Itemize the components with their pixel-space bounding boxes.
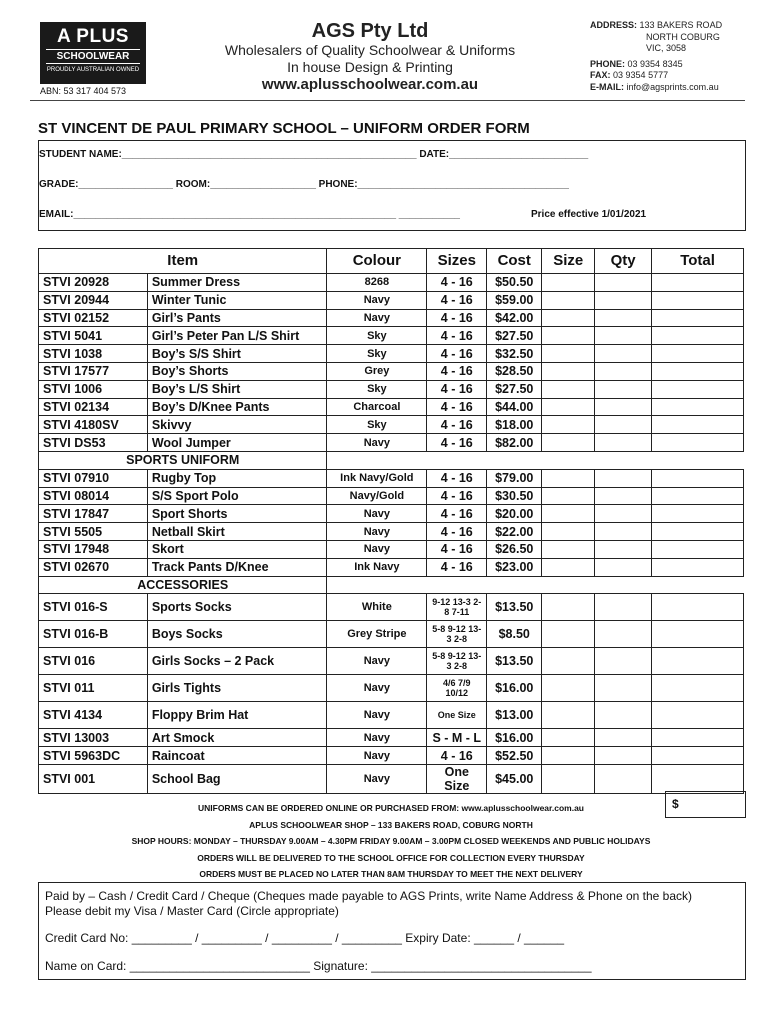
qty-input-cell[interactable]	[595, 558, 652, 576]
size-input-cell[interactable]	[542, 416, 595, 434]
item-colour: 8268	[327, 274, 427, 292]
total-cell[interactable]	[652, 398, 744, 416]
item-code: STVI 17948	[39, 540, 148, 558]
item-name: S/S Sport Polo	[147, 487, 327, 505]
abn: ABN: 53 317 404 573	[40, 86, 127, 96]
item-name: School Bag	[147, 764, 327, 793]
total-cell[interactable]	[652, 309, 744, 327]
table-row	[39, 747, 744, 765]
total-cell[interactable]	[652, 487, 744, 505]
item-sizes: 4 - 16	[427, 505, 487, 523]
total-cell[interactable]	[652, 523, 744, 541]
qty-input-cell[interactable]	[595, 764, 652, 793]
item-name: Boy’s S/S Shirt	[147, 345, 327, 363]
item-code: STVI 016	[39, 648, 148, 675]
item-colour: Sky	[327, 345, 427, 363]
qty-input-cell[interactable]	[595, 702, 652, 729]
item-cost: $20.00	[487, 505, 542, 523]
email-value[interactable]: info@agsprints.com.au	[626, 81, 719, 92]
qty-input-cell[interactable]	[595, 505, 652, 523]
item-cost: $27.50	[487, 380, 542, 398]
email-label: E-MAIL:	[590, 81, 624, 92]
logo-subtext: SCHOOLWEAR	[46, 49, 140, 64]
size-input-cell[interactable]	[542, 327, 595, 345]
tagline-1: Wholesalers of Quality Schoolwear & Uniforms	[224, 42, 516, 58]
size-input-cell[interactable]	[542, 764, 595, 793]
table-row	[39, 309, 744, 327]
item-name: Winter Tunic	[147, 291, 327, 309]
item-colour: Navy	[327, 309, 427, 327]
item-cost: $59.00	[487, 291, 542, 309]
qty-input-cell[interactable]	[595, 398, 652, 416]
table-row	[39, 345, 744, 363]
header-size: Size	[542, 249, 595, 274]
item-colour: Sky	[327, 380, 427, 398]
item-name: Wool Jumper	[147, 434, 327, 452]
divider	[30, 100, 745, 101]
item-sizes: 4 - 16	[427, 345, 487, 363]
size-input-cell[interactable]	[542, 523, 595, 541]
table-row	[39, 594, 744, 621]
total-cell[interactable]	[652, 416, 744, 434]
item-sizes: 4/6 7/9 10/12	[427, 675, 487, 702]
item-colour: Grey	[327, 362, 427, 380]
item-sizes: 4 - 16	[427, 380, 487, 398]
section-sports-uniform: SPORTS UNIFORM	[39, 451, 327, 469]
qty-input-cell[interactable]	[595, 523, 652, 541]
size-input-cell[interactable]	[542, 621, 595, 648]
price-effective: Price effective 1/01/2021	[531, 209, 647, 220]
table-row	[39, 274, 744, 292]
item-code: STVI 20928	[39, 274, 148, 292]
item-name: Boy’s Shorts	[147, 362, 327, 380]
table-row	[39, 380, 744, 398]
section-accessories: ACCESSORIES	[39, 576, 327, 594]
item-colour: Sky	[327, 416, 427, 434]
logo-text: A PLUS	[57, 26, 129, 47]
item-cost: $42.00	[487, 309, 542, 327]
item-colour: Navy/Gold	[327, 487, 427, 505]
item-cost: $23.00	[487, 558, 542, 576]
table-row	[39, 558, 744, 576]
address-line: NORTH COBURG	[646, 31, 720, 42]
item-sizes: 4 - 16	[427, 469, 487, 487]
item-name: Art Smock	[147, 729, 327, 747]
item-cost: $8.50	[487, 621, 542, 648]
order-table	[38, 248, 744, 794]
footer-order-online: UNIFORMS CAN BE ORDERED ONLINE OR PURCHASED FROM: www.aplusschoolwear.com.au	[197, 803, 584, 813]
item-colour: Navy	[327, 702, 427, 729]
total-cell[interactable]	[652, 621, 744, 648]
item-code: STVI 011	[39, 675, 148, 702]
item-cost: $30.50	[487, 487, 542, 505]
item-colour: Charcoal	[327, 398, 427, 416]
item-sizes: 4 - 16	[427, 398, 487, 416]
table-row	[39, 648, 744, 675]
payment-box	[38, 882, 746, 980]
item-cost: $22.00	[487, 523, 542, 541]
form-title: ST VINCENT DE PAUL PRIMARY SCHOOL – UNIFORM ORDER FORM	[38, 120, 530, 137]
item-colour: Navy	[327, 675, 427, 702]
table-row	[39, 469, 744, 487]
size-input-cell[interactable]	[542, 274, 595, 292]
size-input-cell[interactable]	[542, 675, 595, 702]
size-input-cell[interactable]	[542, 540, 595, 558]
item-name: Girl’s Peter Pan L/S Shirt	[147, 327, 327, 345]
table-row	[39, 764, 744, 793]
item-sizes: 4 - 16	[427, 274, 487, 292]
qty-input-cell[interactable]	[595, 729, 652, 747]
item-name: Sport Shorts	[147, 505, 327, 523]
header-item: Item	[39, 249, 327, 274]
address-line: 133 BAKERS ROAD	[639, 20, 723, 30]
item-code: STVI 17847	[39, 505, 148, 523]
item-name: Girls Socks – 2 Pack	[147, 648, 327, 675]
contact-block	[590, 20, 722, 93]
size-input-cell[interactable]	[542, 309, 595, 327]
item-code: STVI 001	[39, 764, 148, 793]
item-name: Floppy Brim Hat	[147, 702, 327, 729]
table-row	[39, 523, 744, 541]
size-input-cell[interactable]	[542, 380, 595, 398]
website-link[interactable]: www.aplusschoolwear.com.au	[261, 76, 479, 93]
qty-input-cell[interactable]	[595, 469, 652, 487]
item-colour: Ink Navy/Gold	[327, 469, 427, 487]
qty-input-cell[interactable]	[595, 747, 652, 765]
payment-method: Paid by – Cash / Credit Card / Cheque (Cheques made payable to AGS Prints, write Name Address & Phone on the back)	[45, 889, 693, 903]
section-row	[39, 576, 744, 594]
item-sizes: One Size	[427, 702, 487, 729]
item-sizes: 5-8 9-12 13-3 2-8	[427, 621, 487, 648]
item-cost: $18.00	[487, 416, 542, 434]
qty-input-cell[interactable]	[595, 327, 652, 345]
qty-input-cell[interactable]	[595, 434, 652, 452]
student-name-field[interactable]: STUDENT NAME:_____________________________________________________ DATE:_________________________	[39, 149, 589, 160]
total-symbol: $	[672, 797, 679, 811]
qty-input-cell[interactable]	[595, 362, 652, 380]
section-row	[39, 451, 744, 469]
item-name: Sports Socks	[147, 594, 327, 621]
item-colour: Grey Stripe	[327, 621, 427, 648]
item-sizes: 4 - 16	[427, 416, 487, 434]
total-cell[interactable]	[652, 505, 744, 523]
item-cost: $32.50	[487, 345, 542, 363]
item-colour: Navy	[327, 764, 427, 793]
total-cell[interactable]	[652, 345, 744, 363]
total-cell[interactable]	[652, 648, 744, 675]
item-name: Boy’s L/S Shirt	[147, 380, 327, 398]
item-colour: Navy	[327, 747, 427, 765]
item-code: STVI 5505	[39, 523, 148, 541]
qty-input-cell[interactable]	[595, 345, 652, 363]
payment-card-type: Please debit my Visa / Master Card (Circle appropriate)	[45, 904, 339, 918]
item-sizes: One Size	[427, 764, 487, 793]
table-row	[39, 540, 744, 558]
item-name: Boy’s D/Knee Pants	[147, 398, 327, 416]
total-cell[interactable]	[652, 362, 744, 380]
item-sizes: 4 - 16	[427, 434, 487, 452]
footer-notes	[38, 800, 744, 883]
item-cost: $16.00	[487, 729, 542, 747]
student-info-box	[38, 140, 746, 231]
item-colour: Sky	[327, 327, 427, 345]
total-cell[interactable]	[652, 702, 744, 729]
item-sizes: S - M - L	[427, 729, 487, 747]
item-code: STVI 016-B	[39, 621, 148, 648]
size-input-cell[interactable]	[542, 434, 595, 452]
item-code: STVI 20944	[39, 291, 148, 309]
total-cell[interactable]	[652, 764, 744, 793]
item-colour: Navy	[327, 434, 427, 452]
phone-label: PHONE:	[590, 58, 626, 69]
size-input-cell[interactable]	[542, 648, 595, 675]
item-sizes: 4 - 16	[427, 309, 487, 327]
qty-input-cell[interactable]	[595, 380, 652, 398]
item-cost: $79.00	[487, 469, 542, 487]
total-cell[interactable]	[652, 469, 744, 487]
qty-input-cell[interactable]	[595, 594, 652, 621]
item-colour: Navy	[327, 291, 427, 309]
table-row	[39, 362, 744, 380]
header-qty: Qty	[595, 249, 652, 274]
item-colour: Navy	[327, 729, 427, 747]
logo-tagline: PROUDLY AUSTRALIAN OWNED	[46, 67, 140, 73]
qty-input-cell[interactable]	[595, 540, 652, 558]
item-cost: $16.00	[487, 675, 542, 702]
item-name: Boys Socks	[147, 621, 327, 648]
total-cell[interactable]	[652, 558, 744, 576]
aplus-logo	[40, 22, 146, 84]
qty-input-cell[interactable]	[595, 621, 652, 648]
item-cost: $45.00	[487, 764, 542, 793]
item-cost: $44.00	[487, 398, 542, 416]
company-name: AGS Pty Ltd	[311, 20, 429, 42]
credit-card-field[interactable]: Credit Card No: _________ / _________ / _________ / _________ Expiry Date: ______ / ______	[45, 931, 565, 945]
total-cell[interactable]	[652, 675, 744, 702]
total-cell[interactable]	[652, 291, 744, 309]
table-row	[39, 434, 744, 452]
item-sizes: 9-12 13-3 2-8 7-11	[427, 594, 487, 621]
footer-deadline: ORDERS MUST BE PLACED NO LATER THAN 8AM THURSDAY TO MEET THE NEXT DELIVERY	[199, 869, 583, 879]
total-cell[interactable]	[652, 434, 744, 452]
phone-value: 03 9354 8345	[627, 58, 683, 69]
size-input-cell[interactable]	[542, 594, 595, 621]
size-input-cell[interactable]	[542, 729, 595, 747]
item-code: STVI 02134	[39, 398, 148, 416]
total-cell[interactable]	[652, 594, 744, 621]
qty-input-cell[interactable]	[595, 274, 652, 292]
header-cost: Cost	[487, 249, 542, 274]
size-input-cell[interactable]	[542, 398, 595, 416]
item-name: Skort	[147, 540, 327, 558]
item-name: Rugby Top	[147, 469, 327, 487]
qty-input-cell[interactable]	[595, 416, 652, 434]
item-code: STVI 07910	[39, 469, 148, 487]
total-cell[interactable]	[652, 327, 744, 345]
item-sizes: 4 - 16	[427, 747, 487, 765]
footer-shop-hours: SHOP HOURS: MONDAY – THURSDAY 9.00AM – 4.30PM FRIDAY 9.00AM – 3.00PM CLOSED WEEKENDS AND PUBLIC HOLIDAYS	[131, 836, 651, 846]
item-sizes: 4 - 16	[427, 291, 487, 309]
size-input-cell[interactable]	[542, 469, 595, 487]
item-code: STVI 13003	[39, 729, 148, 747]
tagline-2: In house Design & Printing	[287, 59, 453, 75]
item-sizes: 4 - 16	[427, 523, 487, 541]
size-input-cell[interactable]	[542, 702, 595, 729]
company-block	[200, 20, 540, 94]
item-sizes: 4 - 16	[427, 362, 487, 380]
total-cell[interactable]	[652, 747, 744, 765]
item-code: STVI 4180SV	[39, 416, 148, 434]
item-code: STVI 17577	[39, 362, 148, 380]
qty-input-cell[interactable]	[595, 309, 652, 327]
fax-label: FAX:	[590, 70, 611, 80]
item-cost: $52.50	[487, 747, 542, 765]
item-name: Girl’s Pants	[147, 309, 327, 327]
item-cost: $82.00	[487, 434, 542, 452]
item-code: STVI 02670	[39, 558, 148, 576]
qty-input-cell[interactable]	[595, 675, 652, 702]
item-colour: Navy	[327, 540, 427, 558]
item-cost: $50.50	[487, 274, 542, 292]
footer-delivery: ORDERS WILL BE DELIVERED TO THE SCHOOL OFFICE FOR COLLECTION EVERY THURSDAY	[197, 852, 585, 863]
item-colour: Navy	[327, 505, 427, 523]
item-code: STVI 1006	[39, 380, 148, 398]
letterhead	[30, 12, 745, 100]
name-signature-field[interactable]: Name on Card: ___________________________ Signature: _________________________________	[45, 959, 592, 973]
size-input-cell[interactable]	[542, 362, 595, 380]
table-row	[39, 702, 744, 729]
item-code: STVI 5041	[39, 327, 148, 345]
address-label: ADDRESS:	[590, 20, 638, 30]
item-name: Summer Dress	[147, 274, 327, 292]
total-cell[interactable]	[652, 540, 744, 558]
item-code: STVI DS53	[39, 434, 148, 452]
qty-input-cell[interactable]	[595, 291, 652, 309]
size-input-cell[interactable]	[542, 345, 595, 363]
footer-shop-address: APLUS SCHOOLWEAR SHOP – 133 BAKERS ROAD, COBURG NORTH	[249, 819, 533, 830]
size-input-cell[interactable]	[542, 747, 595, 765]
item-sizes: 4 - 16	[427, 540, 487, 558]
header-colour: Colour	[327, 249, 427, 274]
table-row	[39, 487, 744, 505]
item-colour: Navy	[327, 523, 427, 541]
item-sizes: 5-8 9-12 13-3 2-8	[427, 648, 487, 675]
item-name: Skivvy	[147, 416, 327, 434]
table-row	[39, 621, 744, 648]
table-header-row	[39, 249, 744, 274]
item-colour: White	[327, 594, 427, 621]
header-total: Total	[652, 249, 744, 274]
item-sizes: 4 - 16	[427, 487, 487, 505]
item-cost: $26.50	[487, 540, 542, 558]
item-code: STVI 5963DC	[39, 747, 148, 765]
item-cost: $28.50	[487, 362, 542, 380]
table-row	[39, 505, 744, 523]
item-sizes: 4 - 16	[427, 558, 487, 576]
item-cost: $27.50	[487, 327, 542, 345]
table-row	[39, 327, 744, 345]
item-code: STVI 08014	[39, 487, 148, 505]
fax-value: 03 9354 5777	[613, 70, 669, 80]
item-name: Track Pants D/Knee	[147, 558, 327, 576]
table-row	[39, 398, 744, 416]
table-row	[39, 291, 744, 309]
size-input-cell[interactable]	[542, 291, 595, 309]
email-field[interactable]: EMAIL:__________________________________________________________ ___________	[39, 209, 460, 220]
size-input-cell[interactable]	[542, 487, 595, 505]
item-code: STVI 1038	[39, 345, 148, 363]
item-name: Raincoat	[147, 747, 327, 765]
item-cost: $13.00	[487, 702, 542, 729]
item-cost: $13.50	[487, 648, 542, 675]
table-row	[39, 675, 744, 702]
item-cost: $13.50	[487, 594, 542, 621]
total-cell[interactable]	[652, 274, 744, 292]
grade-room-phone-field[interactable]: GRADE:_________________ ROOM:___________________ PHONE:______________________________________	[39, 179, 569, 190]
table-row	[39, 729, 744, 747]
header-sizes: Sizes	[427, 249, 487, 274]
qty-input-cell[interactable]	[595, 648, 652, 675]
item-colour: Ink Navy	[327, 558, 427, 576]
item-sizes: 4 - 16	[427, 327, 487, 345]
item-code: STVI 4134	[39, 702, 148, 729]
item-code: STVI 016-S	[39, 594, 148, 621]
item-colour: Navy	[327, 648, 427, 675]
size-input-cell[interactable]	[542, 505, 595, 523]
table-row	[39, 416, 744, 434]
item-name: Girls Tights	[147, 675, 327, 702]
total-cell[interactable]	[652, 729, 744, 747]
address-line: VIC, 3058	[646, 43, 687, 53]
qty-input-cell[interactable]	[595, 487, 652, 505]
item-name: Netball Skirt	[147, 523, 327, 541]
size-input-cell[interactable]	[542, 558, 595, 576]
total-cell[interactable]	[652, 380, 744, 398]
item-code: STVI 02152	[39, 309, 148, 327]
